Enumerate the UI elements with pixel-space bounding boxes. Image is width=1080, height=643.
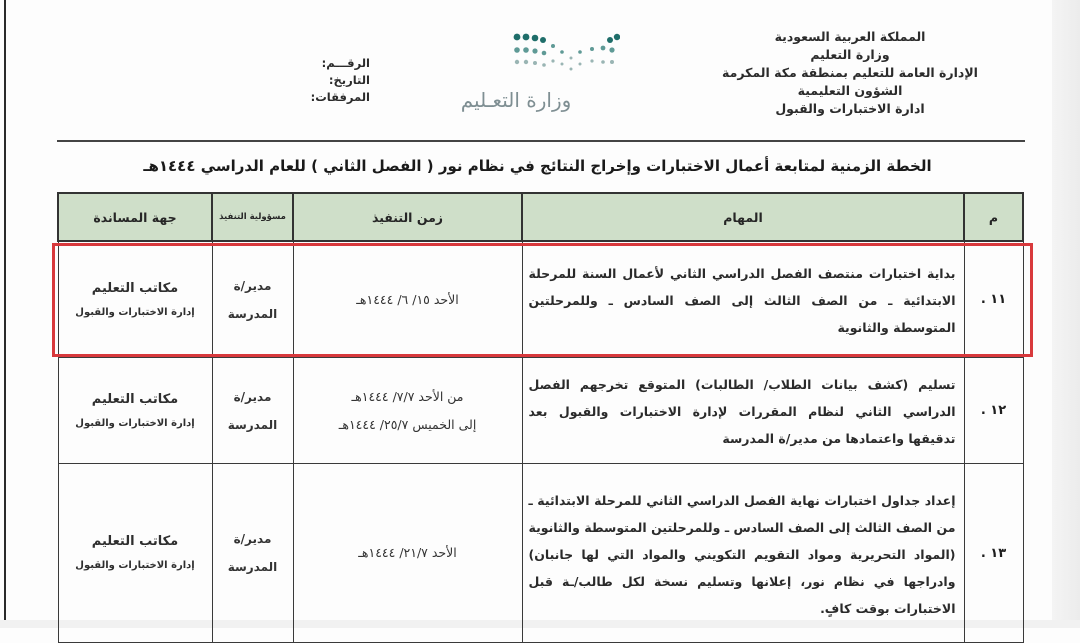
row-support-line1: مكاتب التعليم <box>91 534 179 549</box>
table-row <box>58 241 1023 358</box>
row-support <box>58 241 212 358</box>
logo-text: وزارة التعـليم <box>460 88 572 112</box>
row-support <box>58 464 212 643</box>
header-divider <box>57 140 1025 142</box>
row-responsibility-line2: المدرسة <box>227 560 278 574</box>
row-time-line1: الأحد ٢١/٧/ ١٤٤٤هـ <box>358 545 457 560</box>
col-header-support: جهة المساندة <box>58 193 212 241</box>
row-support-line1: مكاتب التعليم <box>91 391 179 407</box>
row-responsibility <box>212 358 293 464</box>
letterhead-ministry: وزارة التعليم <box>810 47 890 62</box>
letterhead <box>700 28 1000 118</box>
row-support-line2: إدارة الاختبارات والقبول <box>75 560 195 571</box>
letterhead-general-admin: الإدارة العامة للتعليم بمنطقة مكة المكرمة <box>722 65 978 80</box>
row-time-line1: من الأحد ٧/٧/ ١٤٤٤هـ <box>351 388 464 404</box>
row-number: ١٢ . <box>964 358 1023 464</box>
row-responsibility <box>212 241 293 358</box>
row-time <box>293 464 522 643</box>
col-header-responsibility: مسؤولية التنفيذ <box>212 193 293 241</box>
row-support-line1: مكاتب التعليم <box>91 280 179 296</box>
row-responsibility-line1: مدير/ة <box>233 532 272 546</box>
row-task: تسليم (كشف بيانات الطلاب/ الطالبات) المتوقع تخرجهم الفصل الدراسي الثاني لنظام المقررات لإدارة الاختبارات والقبول بعد تدقيقها واعتمادها من مدير/ة المدرسة <box>522 358 964 464</box>
schedule-table <box>57 192 1024 643</box>
row-responsibility-line1: مدير/ة <box>233 278 272 293</box>
row-time-line2: إلى الخميس ٢٥/٧/ ١٤٤٤هـ <box>338 416 477 432</box>
row-responsibility-line2: المدرسة <box>227 417 278 432</box>
letterhead-country: المملكة العربية السعودية <box>774 29 926 44</box>
letterhead-department: ادارة الاختبارات والقبول <box>775 101 925 116</box>
col-header-time: زمن التنفيذ <box>293 193 522 241</box>
page-edge-left <box>4 0 6 620</box>
table-row <box>58 358 1023 464</box>
row-task: إعداد جداول اختبارات نهاية الفصل الدراسي الثاني للمرحلة الابتدائية ـ من الصف الثالث إلى الصف السادس ـ وللمرحلتين المتوسطة والثانوية (المواد التحريرية ومواد التقويم التكويني والمواد التي لها جانبان) وادراجها في نظام نور، إعلانها وتسليم نسخة لكل طالب/ـة قبل الاختبارات بوقت كافٍ. <box>522 464 964 643</box>
row-number: ١١ . <box>964 241 1023 358</box>
reference-fields <box>300 55 370 106</box>
col-header-num: م <box>964 193 1023 241</box>
row-time-line1: الأحد ١٥/ ٦/ ١٤٤٤هـ <box>356 291 459 307</box>
row-responsibility-line1: مدير/ة <box>233 389 272 404</box>
row-support-line2: إدارة الاختبارات والقبول <box>75 417 195 429</box>
col-header-tasks: المهام <box>522 193 964 241</box>
number-label: الرقـــم: <box>321 56 370 70</box>
row-support-line2: إدارة الاختبارات والقبول <box>75 306 195 318</box>
row-responsibility-line2: المدرسة <box>227 306 278 321</box>
row-support <box>58 358 212 464</box>
row-responsibility <box>212 464 293 643</box>
page-edge-right <box>1052 0 1080 628</box>
row-number: ١٣ . <box>964 464 1023 643</box>
table-header-row <box>58 193 1023 241</box>
row-task: بداية اختبارات منتصف الفصل الدراسي الثاني لأعمال السنة للمرحلة الابتدائية ـ من الصف الثالث إلى الصف السادس ـ وللمرحلتين المتوسطة والثانوية <box>522 241 964 358</box>
attachments-label: المرفقات: <box>310 90 370 104</box>
table-row <box>58 464 1023 643</box>
document-title: الخطة الزمنية لمتابعة أعمال الاختبارات وإخراج النتائج في نظام نور ( الفصل الثاني ) للعام الدراسي ١٤٤٤هـ <box>143 157 932 175</box>
row-time <box>293 358 522 464</box>
row-time <box>293 241 522 358</box>
letterhead-affairs: الشؤون التعليمية <box>797 83 903 98</box>
date-label: التاريخ: <box>328 73 370 87</box>
